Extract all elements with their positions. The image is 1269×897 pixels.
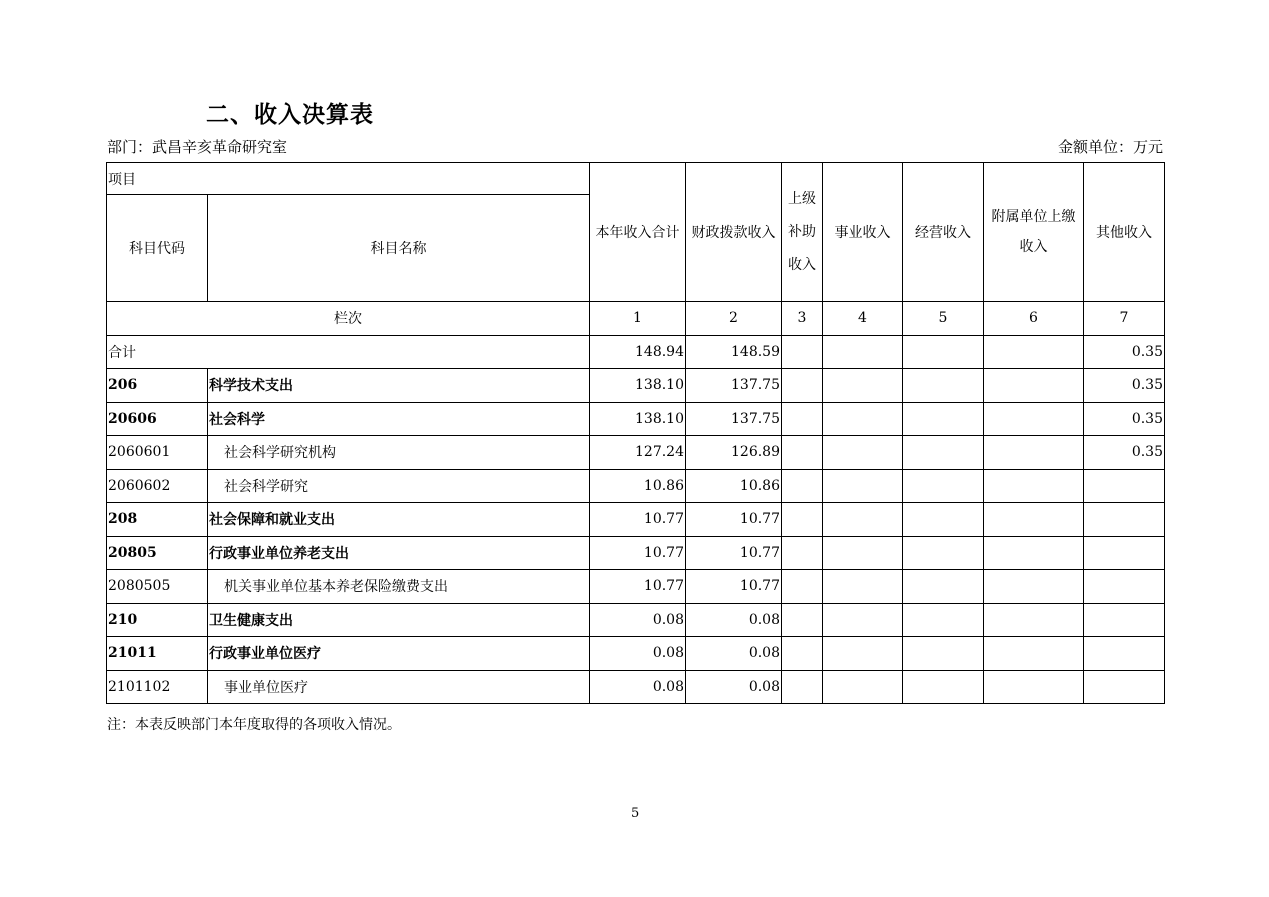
header-code: 科目代码 <box>107 195 208 302</box>
page-title: 二、收入决算表 <box>206 102 374 128</box>
row-other <box>1084 603 1165 637</box>
column-number: 2 <box>686 302 782 336</box>
row-fiscal: 10.77 <box>686 570 782 604</box>
row-fiscal: 10.77 <box>686 536 782 570</box>
row-fiscal: 0.08 <box>686 603 782 637</box>
header-superior: 上级补助收入 <box>782 163 823 302</box>
row-code: 206 <box>107 369 208 403</box>
column-number: 7 <box>1084 302 1165 336</box>
row-total: 10.77 <box>590 536 686 570</box>
table-row <box>107 369 1165 403</box>
row-code: 2101102 <box>107 670 208 704</box>
row-total: 10.77 <box>590 503 686 537</box>
department-label: 部门：武昌辛亥革命研究室 <box>107 138 288 156</box>
column-number: 4 <box>823 302 903 336</box>
header-affiliated: 附属单位上缴收入 <box>984 163 1084 302</box>
row-other <box>1084 670 1165 704</box>
table-row <box>107 536 1165 570</box>
row-total: 10.86 <box>590 469 686 503</box>
row-name: 社会保障和就业支出 <box>208 503 590 537</box>
row-other: 0.35 <box>1084 436 1165 470</box>
row-other <box>1084 637 1165 671</box>
table-row <box>107 603 1165 637</box>
row-name: 行政事业单位医疗 <box>208 637 590 671</box>
row-fiscal: 137.75 <box>686 369 782 403</box>
row-total: 0.08 <box>590 603 686 637</box>
table-row <box>107 670 1165 704</box>
row-total: 0.08 <box>590 637 686 671</box>
row-code: 2060602 <box>107 469 208 503</box>
table-row <box>107 469 1165 503</box>
table-row <box>107 436 1165 470</box>
column-number: 6 <box>984 302 1084 336</box>
table-row <box>107 570 1165 604</box>
row-code: 2060601 <box>107 436 208 470</box>
unit-label: 金额单位：万元 <box>1057 138 1163 156</box>
header-name: 科目名称 <box>208 195 590 302</box>
row-fiscal: 0.08 <box>686 637 782 671</box>
other-value: 0.35 <box>1084 335 1165 369</box>
header-fiscal: 财政拨款收入 <box>686 163 782 302</box>
header-business: 事业收入 <box>823 163 903 302</box>
table-row <box>107 402 1165 436</box>
column-number: 5 <box>903 302 984 336</box>
column-number-label: 栏次 <box>107 302 590 336</box>
row-name: 科学技术支出 <box>208 369 590 403</box>
row-total: 138.10 <box>590 402 686 436</box>
total-label: 合计 <box>107 335 590 369</box>
row-name: 卫生健康支出 <box>208 603 590 637</box>
header-other: 其他收入 <box>1084 163 1165 302</box>
row-name: 机关事业单位基本养老保险缴费支出 <box>208 570 590 604</box>
column-number-row <box>107 302 1165 336</box>
table-row <box>107 503 1165 537</box>
row-code: 21011 <box>107 637 208 671</box>
row-code: 208 <box>107 503 208 537</box>
row-name: 社会科学 <box>208 402 590 436</box>
table-note: 注：本表反映部门本年度取得的各项收入情况。 <box>107 717 401 733</box>
column-number: 3 <box>782 302 823 336</box>
row-other <box>1084 570 1165 604</box>
page-number: 5 <box>631 806 640 821</box>
income-table <box>106 162 1165 704</box>
row-total: 10.77 <box>590 570 686 604</box>
row-fiscal: 126.89 <box>686 436 782 470</box>
row-name: 事业单位医疗 <box>208 670 590 704</box>
row-code: 20805 <box>107 536 208 570</box>
row-total: 138.10 <box>590 369 686 403</box>
row-code: 210 <box>107 603 208 637</box>
header-item: 项目 <box>107 163 590 195</box>
row-code: 2080505 <box>107 570 208 604</box>
total-value: 148.94 <box>590 335 686 369</box>
row-total: 127.24 <box>590 436 686 470</box>
row-name: 社会科学研究 <box>208 469 590 503</box>
table-row <box>107 637 1165 671</box>
row-other <box>1084 503 1165 537</box>
row-name: 行政事业单位养老支出 <box>208 536 590 570</box>
row-other <box>1084 469 1165 503</box>
column-number: 1 <box>590 302 686 336</box>
row-fiscal: 0.08 <box>686 670 782 704</box>
row-fiscal: 10.77 <box>686 503 782 537</box>
row-fiscal: 137.75 <box>686 402 782 436</box>
row-other: 0.35 <box>1084 369 1165 403</box>
row-code: 20606 <box>107 402 208 436</box>
row-other: 0.35 <box>1084 402 1165 436</box>
fiscal-value: 148.59 <box>686 335 782 369</box>
row-other <box>1084 536 1165 570</box>
total-row <box>107 335 1165 369</box>
header-operating: 经营收入 <box>903 163 984 302</box>
header-total: 本年收入合计 <box>590 163 686 302</box>
row-name: 社会科学研究机构 <box>208 436 590 470</box>
row-total: 0.08 <box>590 670 686 704</box>
row-fiscal: 10.86 <box>686 469 782 503</box>
